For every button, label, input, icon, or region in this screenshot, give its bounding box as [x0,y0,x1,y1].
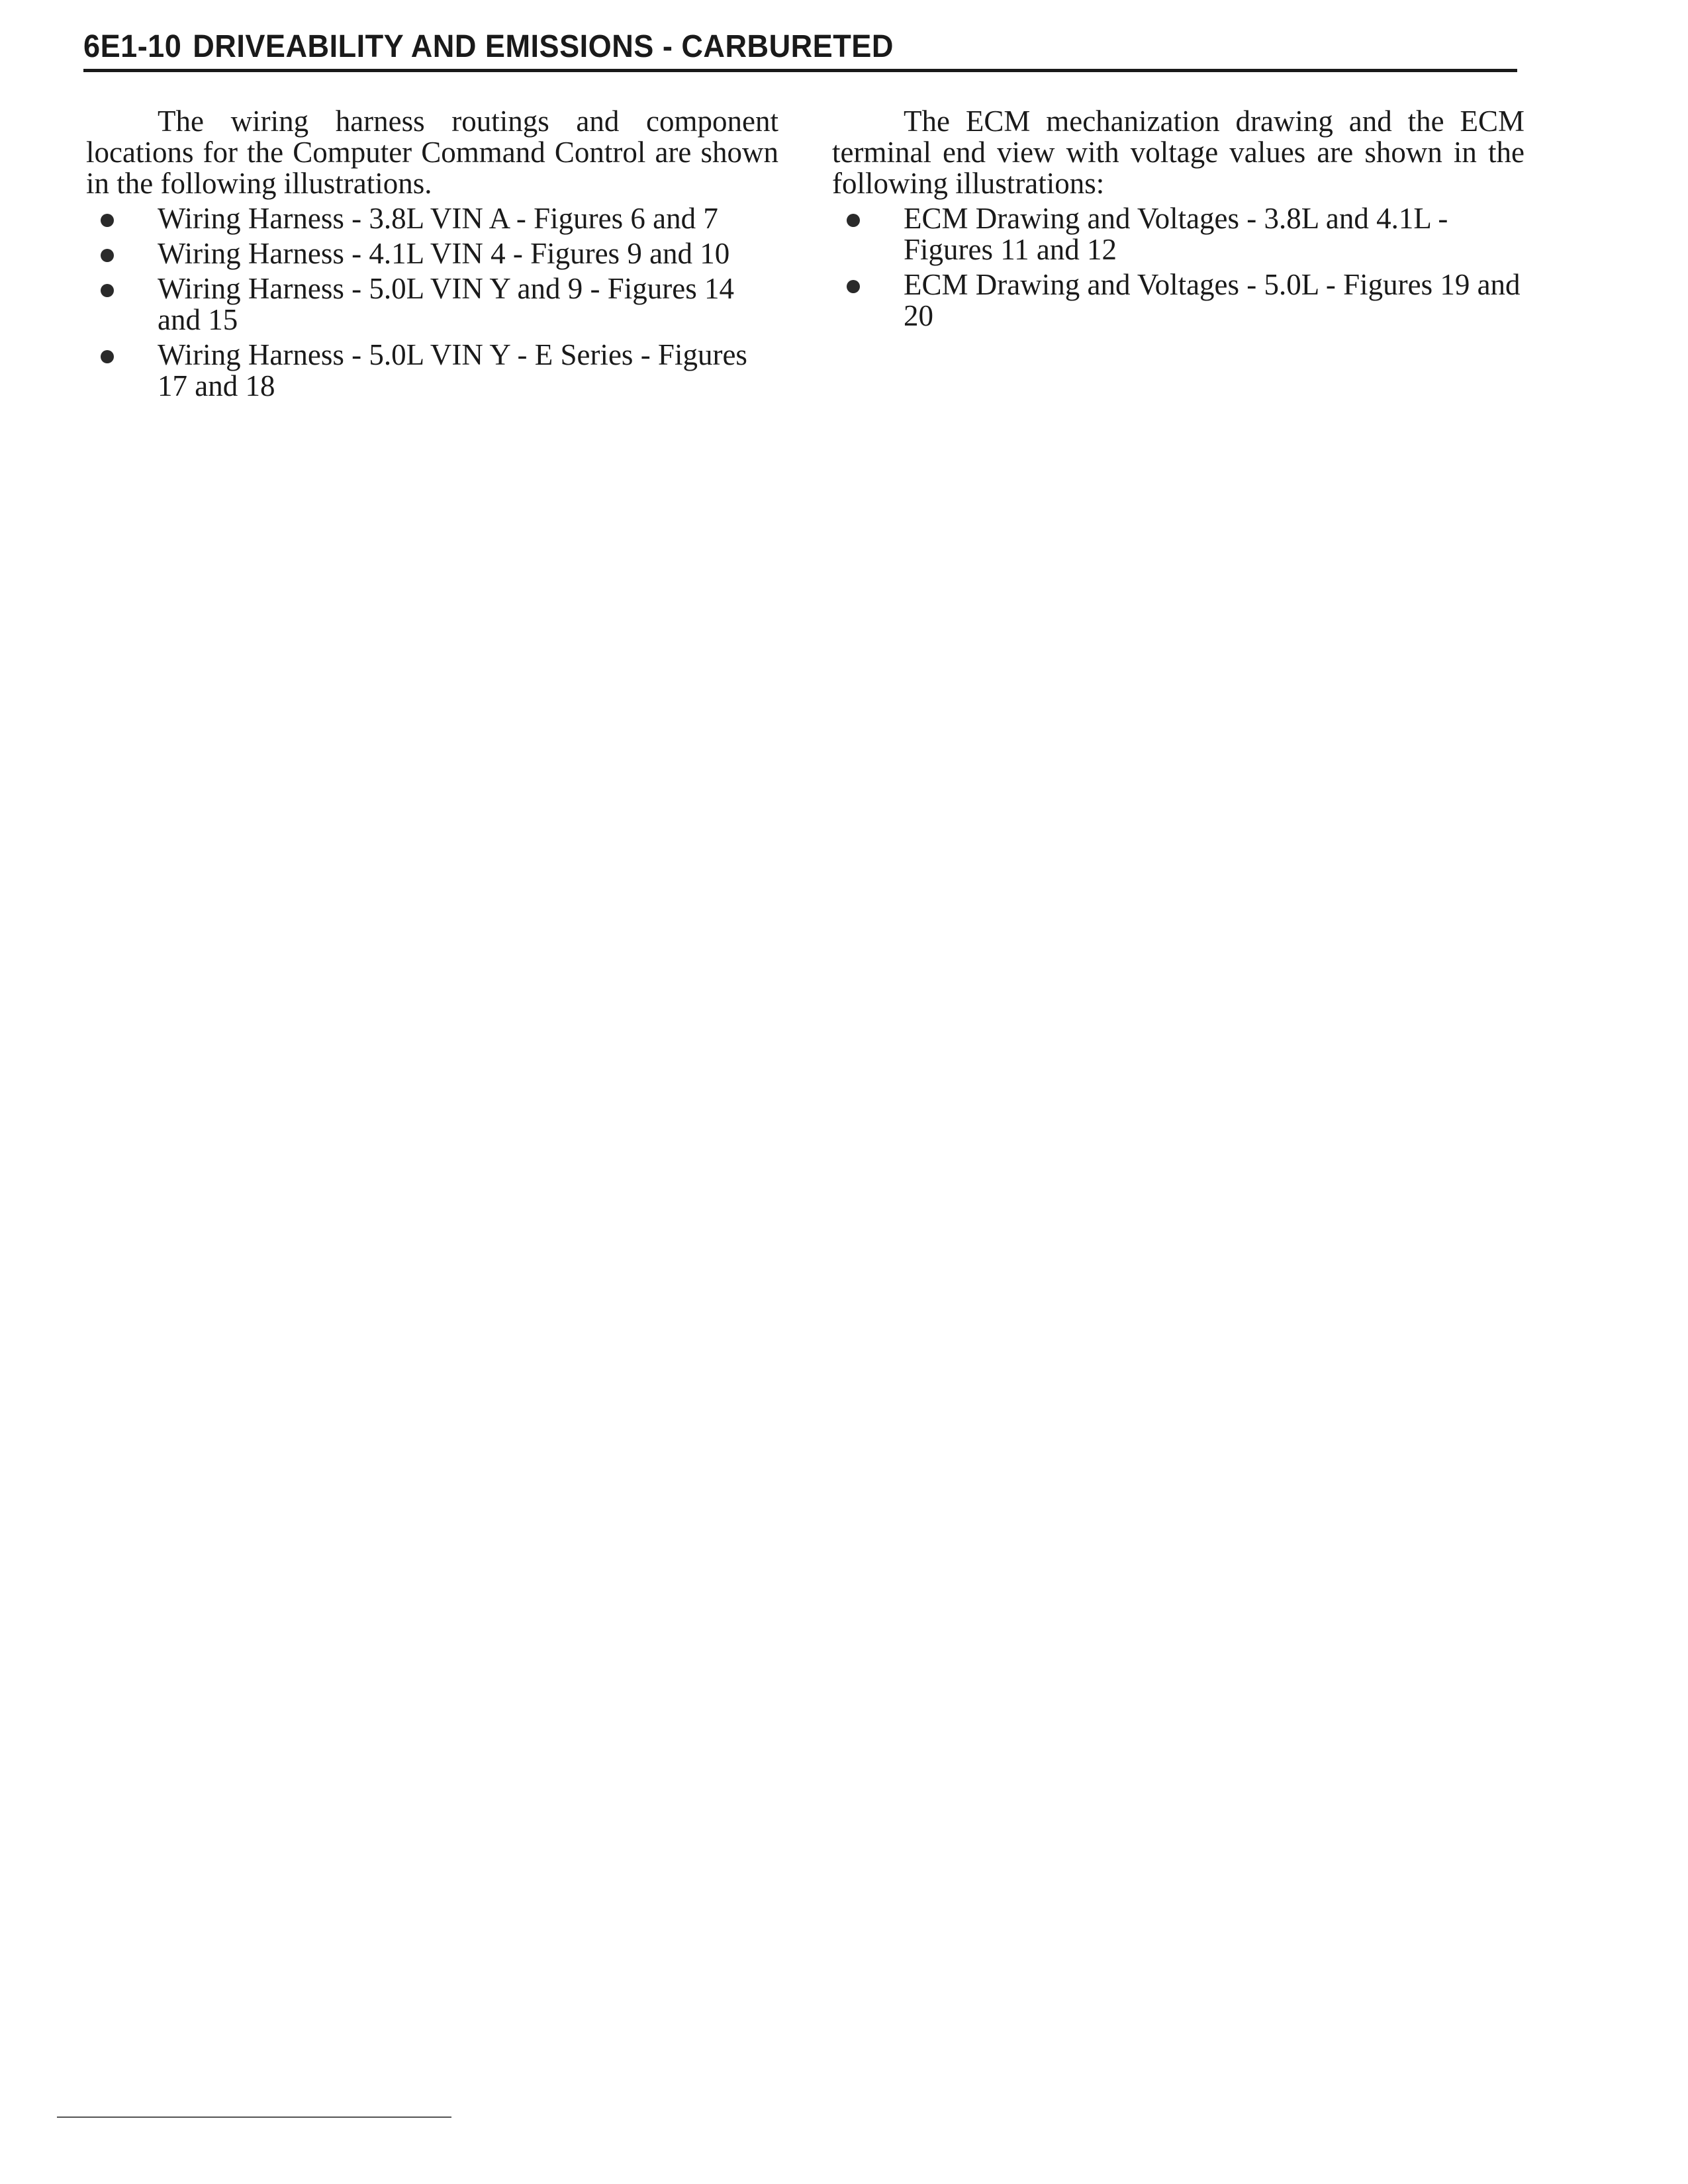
header-text [83,25,894,69]
list-item-text: ECM Drawing and Voltages - 5.0L - Figures 19 and 20 [904,268,1521,332]
bullet-icon [847,280,860,293]
list-item [86,238,778,269]
list-item [86,340,778,402]
bullet-icon [101,214,114,227]
list-item [86,203,778,234]
page-number: 6E1-10 [83,29,182,64]
right-intro-paragraph: The ECM mechanization drawing and the ECM terminal end view with voltage values are shown in the following illustrations: [832,105,1524,200]
list-item [832,269,1524,332]
list-item-text: Wiring Harness - 5.0L VIN Y and 9 - Figures 14 and 15 [158,272,734,336]
list-item [832,203,1524,265]
bullet-icon [101,350,114,363]
footer-rule [57,2116,451,2118]
list-item-text: Wiring Harness - 4.1L VIN 4 - Figures 9 and 10 [158,237,730,270]
list-item-text: Wiring Harness - 3.8L VIN A - Figures 6 and 7 [158,202,718,235]
section-title: DRIVEABILITY AND EMISSIONS - CARBURETED [193,29,894,64]
bullet-icon [101,249,114,262]
left-intro-paragraph: The wiring harness routings and component locations for the Computer Command Control are shown in the following illustrations. [86,105,778,200]
bullet-icon [101,284,114,297]
right-column [832,106,1524,336]
list-item-text: ECM Drawing and Voltages - 3.8L and 4.1L - Figures 11 and 12 [904,202,1448,266]
bullet-icon [847,214,860,227]
right-bullet-list [832,203,1524,332]
list-item-text: Wiring Harness - 5.0L VIN Y - E Series - Figures 17 and 18 [158,338,747,402]
left-bullet-list [86,203,778,402]
list-item [86,273,778,336]
page-header [83,25,1517,72]
left-column [86,106,778,406]
